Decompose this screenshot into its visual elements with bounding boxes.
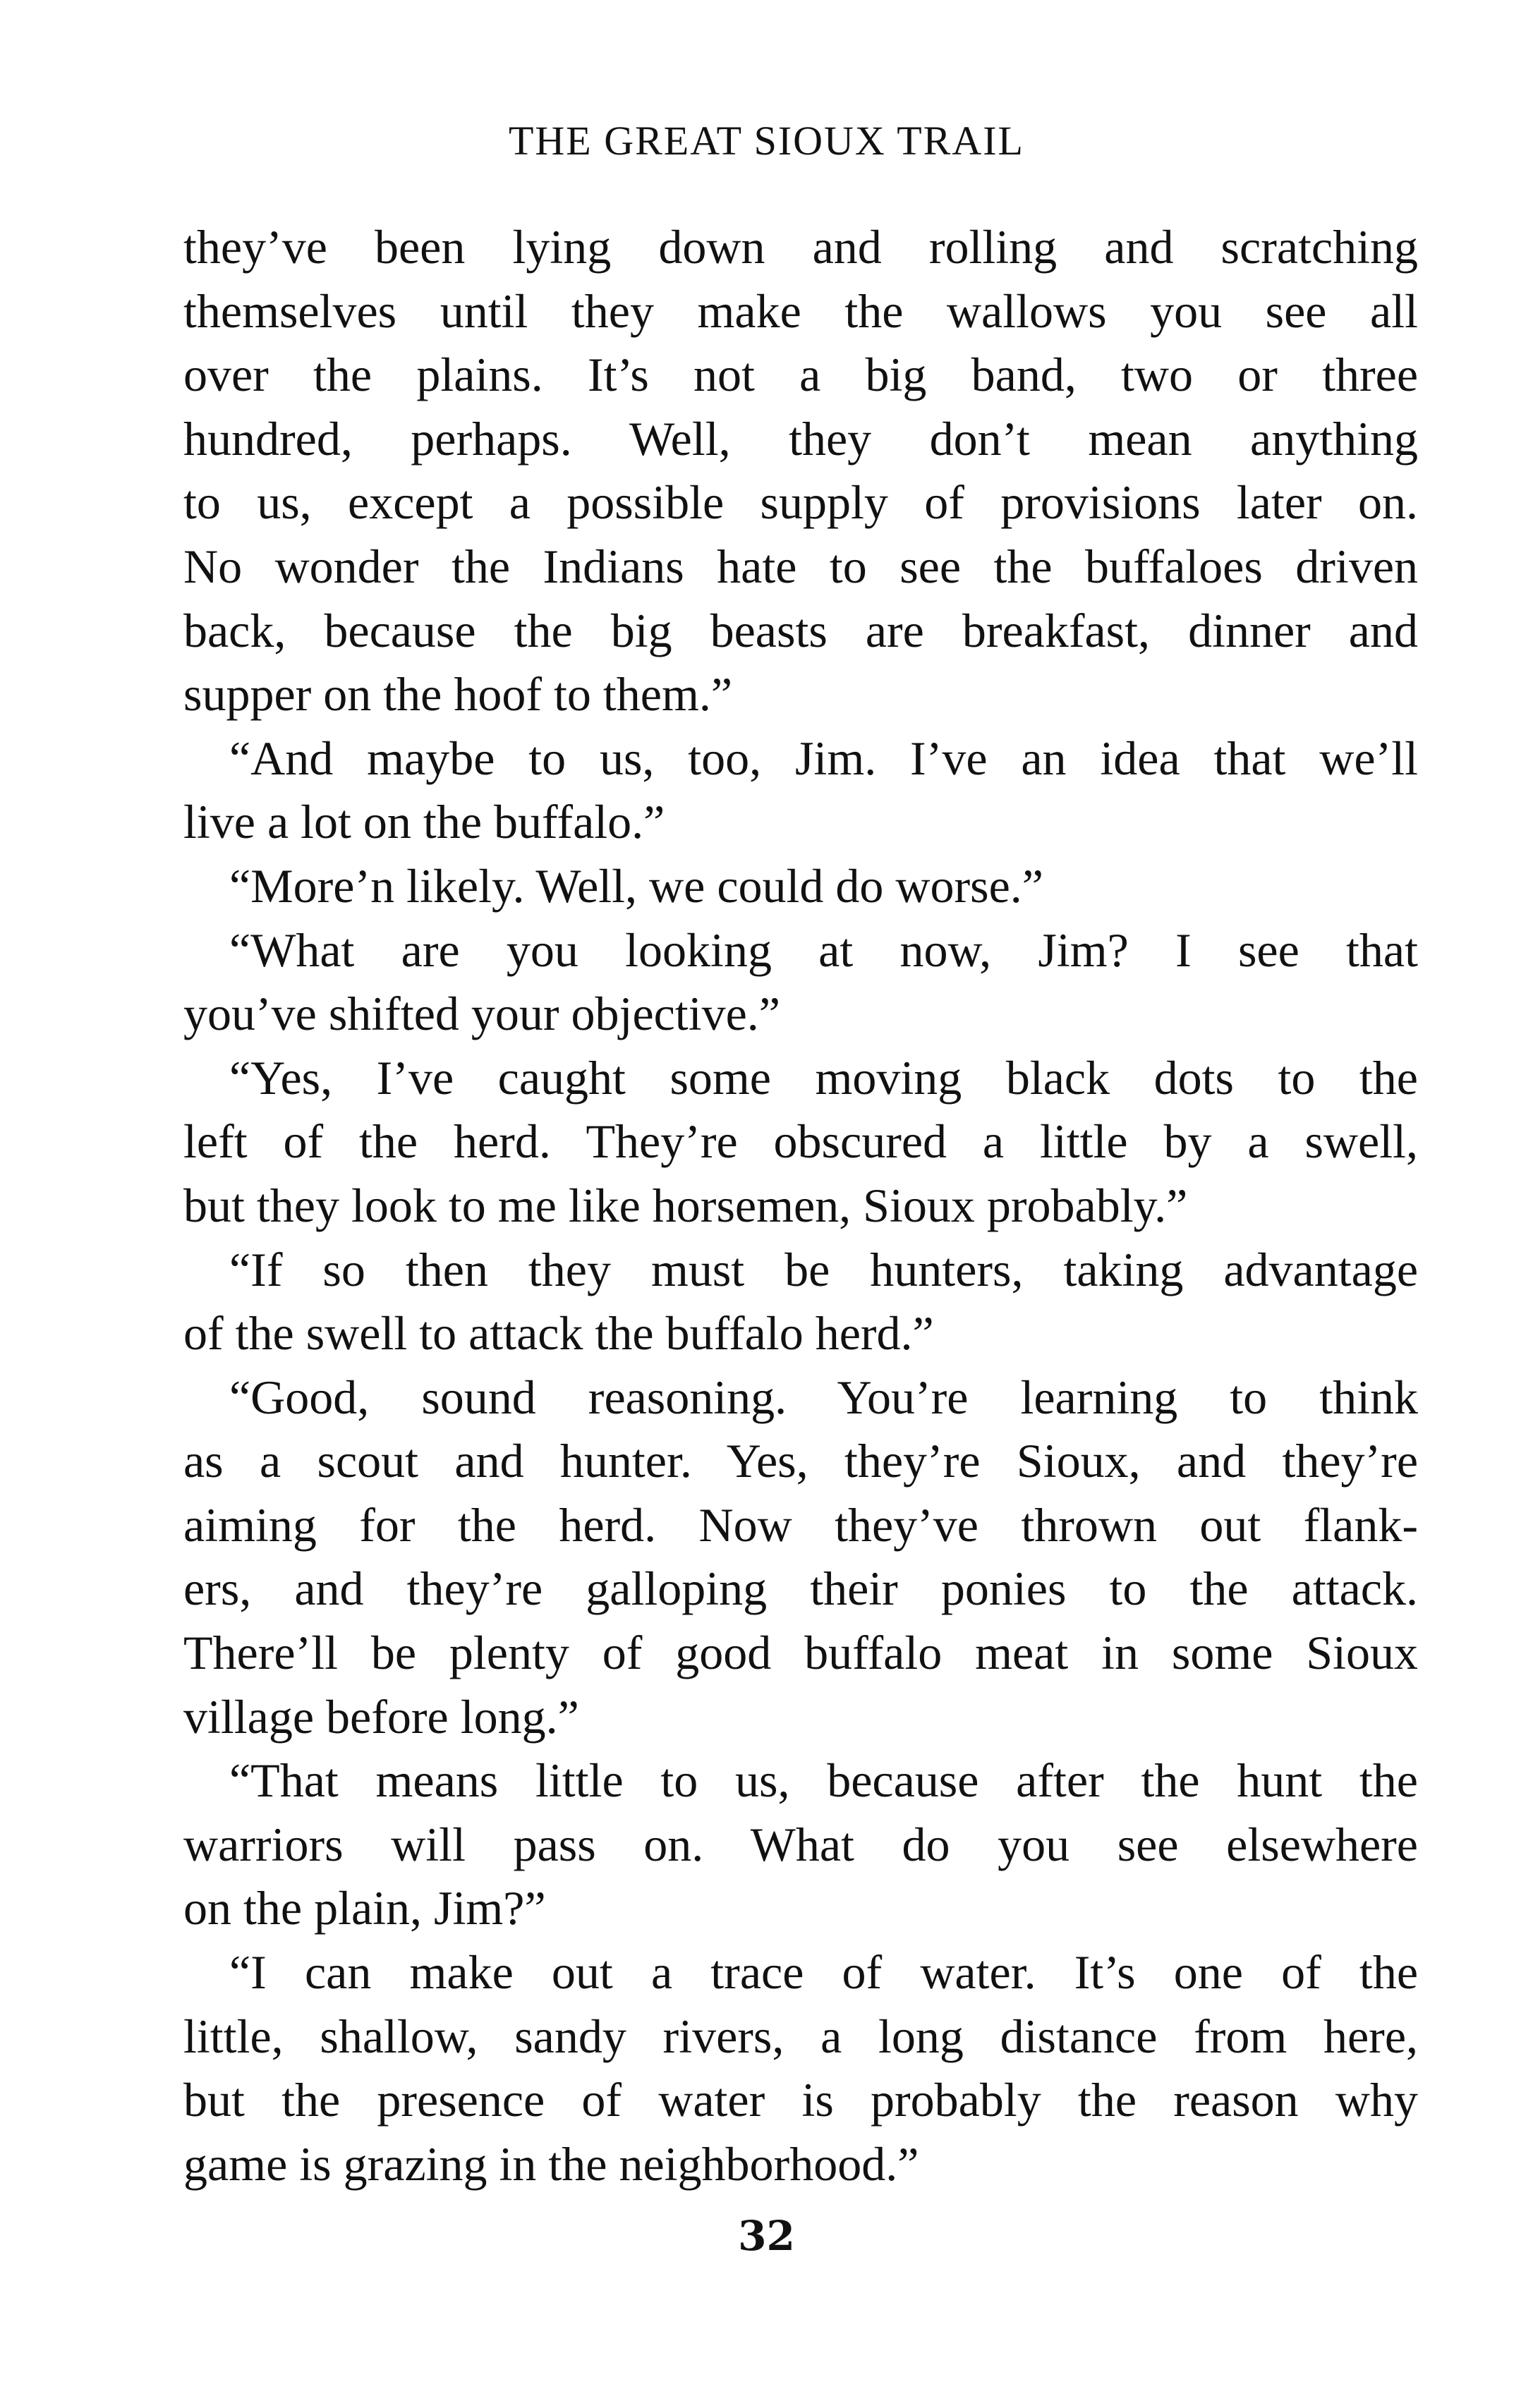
text-line: over the plains. It’s not a big band, two or three <box>183 348 1418 402</box>
text-line: There’ll be plenty of good buffalo meat in some Sioux <box>183 1626 1418 1680</box>
text-line: No wonder the Indians hate to see the buffaloes driven <box>183 539 1418 593</box>
text-line: “That means little to us, because after the hunt the <box>229 1753 1418 1808</box>
text-line: left of the herd. They’re obscured a little by a swell, <box>183 1114 1418 1169</box>
text-line: “If so then they must be hunters, taking advantage <box>229 1242 1418 1296</box>
text-line: as a scout and hunter. Yes, they’re Sioux, and they’re <box>183 1434 1418 1488</box>
running-head: THE GREAT SIOUX TRAIL <box>508 118 1024 164</box>
text-line: hundred, perhaps. Well, they don’t mean anything <box>183 411 1418 466</box>
text-line: but they look to me like horsemen, Sioux probably.” <box>183 1178 1188 1232</box>
text-line: “What are you looking at now, Jim? I see that <box>229 923 1418 977</box>
text-line: village before long.” <box>183 1689 579 1744</box>
text-line: supper on the hoof to them.” <box>183 667 733 722</box>
text-line: of the swell to attack the buffalo herd.” <box>183 1306 934 1361</box>
text-line: but the presence of water is probably the reason why <box>183 2073 1418 2127</box>
text-line: little, shallow, sandy rivers, a long distance from here, <box>183 2009 1418 2063</box>
text-line: “Yes, I’ve caught some moving black dots to the <box>229 1050 1418 1105</box>
text-line: aiming for the herd. Now they’ve thrown out flank- <box>183 1497 1418 1552</box>
text-line: they’ve been lying down and rolling and scratching <box>183 220 1418 274</box>
text-line: themselves until they make the wallows you see all <box>183 284 1418 338</box>
text-line: live a lot on the buffalo.” <box>183 795 665 849</box>
page-number: 32 <box>738 2212 795 2260</box>
body-text <box>183 215 1418 2196</box>
text-line: “And maybe to us, too, Jim. I’ve an idea that we’ll <box>229 731 1418 785</box>
text-line: warriors will pass on. What do you see elsewhere <box>183 1817 1418 1871</box>
text-line: you’ve shifted your objective.” <box>183 987 780 1041</box>
text-line: to us, except a possible supply of provisions later on. <box>183 475 1418 530</box>
text-line: “I can make out a trace of water. It’s one of the <box>229 1945 1418 2000</box>
text-line: ers, and they’re galloping their ponies to the attack. <box>183 1562 1418 1616</box>
text-line: game is grazing in the neighborhood.” <box>183 2136 919 2191</box>
text-line: “Good, sound reasoning. You’re learning to think <box>229 1370 1418 1424</box>
text-line: back, because the big beasts are breakfast, dinner and <box>183 603 1418 657</box>
text-line: on the plain, Jim?” <box>183 1881 546 1935</box>
text-line: “More’n likely. Well, we could do worse.” <box>229 858 1043 913</box>
